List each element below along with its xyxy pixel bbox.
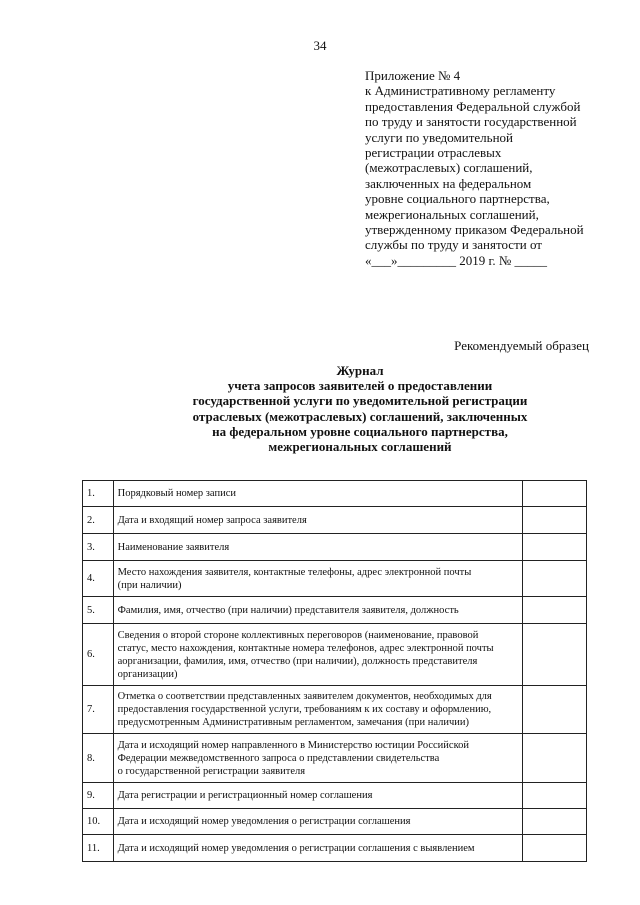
row-label-line: Отметка о соответствии представленных заявителем документов, необходимых для — [117, 691, 492, 702]
row-label — [113, 734, 523, 783]
row-number: 4. — [83, 561, 114, 597]
row-label-line: Дата регистрации и регистрационный номер соглашения — [117, 790, 373, 801]
row-label-line: (при наличии) — [117, 579, 182, 591]
row-value-cell[interactable] — [523, 809, 587, 835]
row-label-line: предусмотренным Административным регламентом, замечания (при наличии) — [117, 717, 469, 728]
row-label — [113, 686, 523, 734]
row-label-line: Дата и исходящий номер уведомления о регистрации соглашения с выявлением — [117, 842, 475, 854]
row-value-cell[interactable] — [523, 686, 587, 734]
appendix-line: предоставления Федеральной службой — [365, 98, 581, 114]
row-value-cell[interactable] — [523, 783, 587, 809]
row-label — [113, 809, 523, 835]
row-label — [113, 481, 523, 507]
title-line: учета запросов заявителей о предоставлении — [227, 378, 493, 394]
appendix-line: заключенных на федеральном — [365, 175, 532, 191]
appendix-line: (межотраслевых) соглашений, — [365, 160, 533, 176]
row-label-line: Дата и исходящий номер направленного в Министерство юстиции Российской — [117, 739, 470, 751]
page-number: 34 — [313, 38, 327, 53]
row-label — [113, 534, 523, 561]
row-number: 8. — [83, 734, 114, 783]
appendix-line: услуги по уведомительной — [365, 129, 513, 145]
journal-table — [82, 480, 587, 862]
row-label-line: Дата и входящий номер запроса заявителя — [117, 514, 307, 526]
row-number: 1. — [83, 481, 114, 507]
row-label-line: аорганизации, фамилия, имя, отчество (при наличии), должность представителя — [117, 655, 478, 667]
row-label — [113, 835, 523, 862]
table-row — [83, 481, 587, 507]
row-number: 6. — [83, 624, 114, 686]
row-number: 5. — [83, 597, 114, 624]
appendix-line: уровне социального партнерства, — [365, 191, 550, 207]
appendix-line: «___»_________ 2019 г. № _____ — [365, 252, 548, 268]
row-label — [113, 624, 523, 686]
journal-title — [60, 363, 640, 454]
row-label-line: Наименование заявителя — [117, 541, 230, 553]
row-label — [113, 561, 523, 597]
appendix-header — [365, 68, 605, 268]
row-number: 11. — [83, 835, 114, 862]
title-line: государственной услуги по уведомительной регистрации — [192, 393, 528, 409]
row-value-cell[interactable] — [523, 561, 587, 597]
row-value-cell[interactable] — [523, 507, 587, 534]
table-row — [83, 507, 587, 534]
appendix-line: регистрации отраслевых — [365, 145, 502, 161]
row-label-line: Федерации межведомственного запроса о представлении свидетельства — [117, 752, 440, 764]
row-value-cell[interactable] — [523, 534, 587, 561]
row-number: 7. — [83, 686, 114, 734]
row-label-line: Сведения о второй стороне коллективных переговоров (наименование, правовой — [117, 629, 479, 641]
row-label — [113, 507, 523, 534]
row-value-cell[interactable] — [523, 597, 587, 624]
table-row — [83, 597, 587, 624]
row-label-line: Фамилия, имя, отчество (при наличии) представителя заявителя, должность — [117, 604, 459, 616]
row-value-cell[interactable] — [523, 734, 587, 783]
row-label-line: организации) — [117, 668, 178, 680]
appendix-line: по труду и занятости государственной — [365, 114, 577, 130]
table-row — [83, 734, 587, 783]
row-label — [113, 597, 523, 624]
appendix-line: Приложение № 4 — [365, 68, 461, 83]
title-line: отраслевых (межотраслевых) соглашений, заключенных — [192, 408, 528, 424]
table-row — [83, 783, 587, 809]
row-number: 9. — [83, 783, 114, 809]
table-row — [83, 624, 587, 686]
title-line: Журнал — [336, 363, 384, 378]
appendix-line: утвержденному приказом Федеральной — [365, 222, 584, 238]
row-label-line: Дата и исходящий номер уведомления о регистрации соглашения — [117, 816, 411, 827]
row-number: 3. — [83, 534, 114, 561]
title-line: на федеральном уровне социального партнерства, — [212, 423, 508, 439]
sample-label: Рекомендуемый образец — [454, 338, 589, 353]
table-row — [83, 561, 587, 597]
row-label-line: о государственной регистрации заявителя — [117, 765, 306, 777]
row-label-line: предоставления государственной услуги, требованиям к их составу и оформлению, — [117, 704, 492, 715]
table-row — [83, 809, 587, 835]
table-row — [83, 835, 587, 862]
appendix-line: межрегиональных соглашений, — [365, 206, 539, 222]
row-value-cell[interactable] — [523, 624, 587, 686]
row-value-cell[interactable] — [523, 481, 587, 507]
row-value-cell[interactable] — [523, 835, 587, 862]
title-line: межрегиональных соглашений — [268, 439, 452, 455]
table-row — [83, 686, 587, 734]
row-label-line: статус, место нахождения, контактные номера телефонов, адрес электронной почты — [117, 642, 494, 654]
row-label — [113, 783, 523, 809]
row-number: 10. — [83, 809, 114, 835]
row-label-line: Место нахождения заявителя, контактные телефоны, адрес электронной почты — [117, 566, 472, 578]
row-label-line: Порядковый номер записи — [117, 488, 236, 499]
row-number: 2. — [83, 507, 114, 534]
appendix-line: службы по труду и занятости от — [365, 237, 542, 253]
appendix-line: к Административному регламенту — [365, 83, 556, 99]
table-row — [83, 534, 587, 561]
